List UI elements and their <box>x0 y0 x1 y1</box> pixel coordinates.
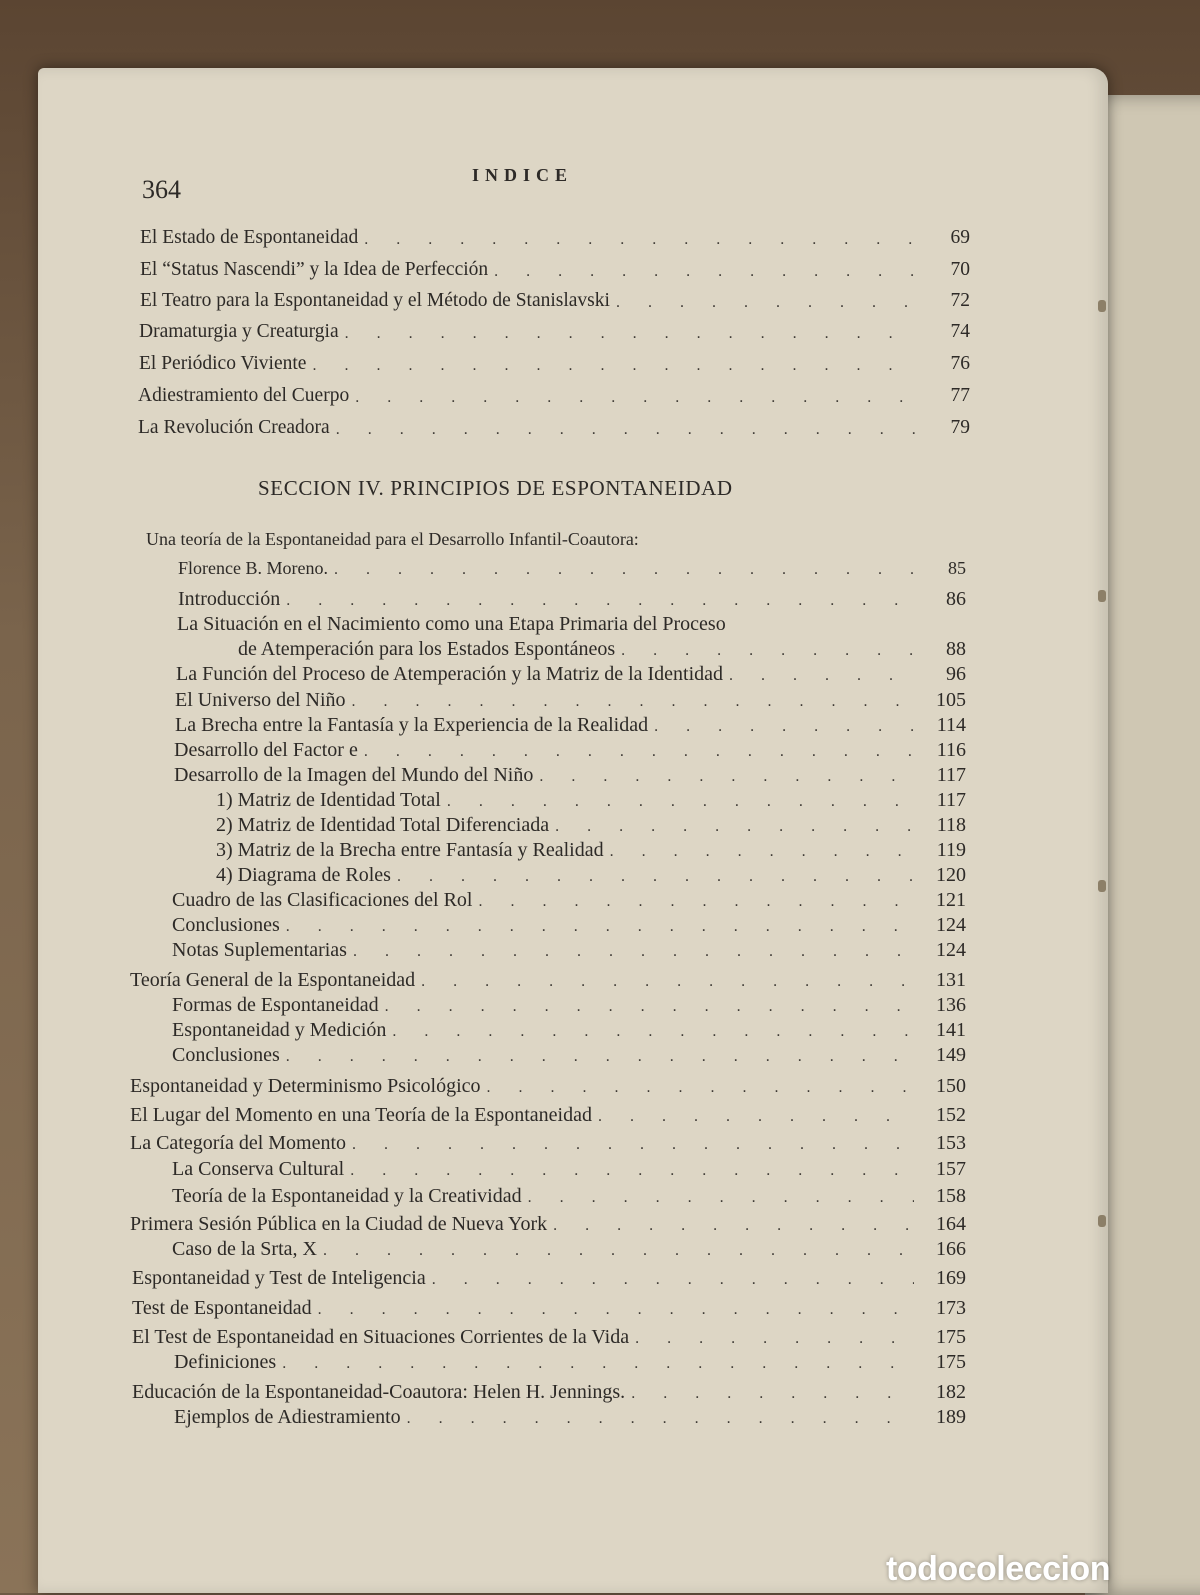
toc-title: El Teatro para la Espontaneidad y el Método de Stanislavski <box>140 290 610 311</box>
toc-page: 70 <box>950 259 970 280</box>
toc-page: 119 <box>936 839 966 861</box>
toc-page: 175 <box>936 1351 966 1373</box>
toc-entry <box>172 993 966 1017</box>
leader-dots <box>478 892 914 912</box>
toc-title: Una teoría de la Espontaneidad para el Desarrollo Infantil-Coautora: <box>146 529 639 549</box>
toc-title: Educación de la Espontaneidad-Coautora: Helen H. Jennings. <box>132 1381 626 1403</box>
toc-entry <box>130 1103 966 1127</box>
toc-entry <box>146 527 966 551</box>
toc-entry <box>172 1237 966 1261</box>
leader-dots <box>282 1354 914 1374</box>
leader-dots <box>407 1409 914 1429</box>
toc-title: Teoría de la Espontaneidad y la Creatividad <box>172 1185 522 1207</box>
toc-entry <box>132 1325 966 1349</box>
toc-title: La Conserva Cultural <box>172 1158 345 1180</box>
toc-entry <box>172 1157 966 1181</box>
toc-entry <box>130 1131 966 1155</box>
toc-entry <box>216 863 966 887</box>
toc-page: 124 <box>936 914 966 936</box>
toc-title: Definiciones <box>174 1351 277 1373</box>
toc-entry <box>177 612 966 636</box>
toc-entry <box>174 738 966 762</box>
toc-entry <box>174 763 966 787</box>
toc-entry <box>172 888 966 912</box>
toc-page: 169 <box>936 1267 966 1289</box>
page-number: 364 <box>142 175 181 204</box>
toc-title: Conclusiones <box>172 914 280 936</box>
leader-dots <box>345 324 918 344</box>
toc-page: 74 <box>950 321 970 342</box>
leader-dots <box>364 230 918 250</box>
toc-page: 173 <box>936 1297 966 1319</box>
toc-title: La Revolución Creadora <box>138 417 330 438</box>
toc-title: La Brecha entre la Fantasía y la Experiencia de la Realidad <box>175 714 649 736</box>
toc-page: 77 <box>950 385 970 406</box>
leader-dots <box>528 1188 914 1208</box>
toc-entry <box>216 788 966 812</box>
leader-dots <box>353 942 914 962</box>
toc-entry <box>174 1405 966 1429</box>
toc-title: La Situación en el Nacimiento como una Etapa Primaria del Proceso <box>177 613 726 635</box>
toc-title: 3) Matriz de la Brecha entre Fantasía y Realidad <box>216 839 604 861</box>
toc-title: Dramaturgia y Creaturgia <box>139 321 339 342</box>
toc-title: Adiestramiento del Cuerpo <box>138 385 350 406</box>
toc-entry <box>172 1184 966 1208</box>
toc-title: Test de Espontaneidad <box>132 1297 312 1319</box>
leader-dots <box>421 972 914 992</box>
toc-page: 72 <box>950 290 970 311</box>
toc-entry <box>139 352 970 376</box>
toc-page: 121 <box>936 889 966 911</box>
toc-entry <box>172 938 966 962</box>
toc-page: 120 <box>936 864 966 886</box>
toc-title: Cuadro de las Clasificaciones del Rol <box>172 889 473 911</box>
leader-dots <box>286 917 914 937</box>
leader-dots <box>494 262 918 282</box>
leader-dots <box>312 356 918 376</box>
toc-page: 96 <box>946 663 966 685</box>
toc-entry <box>176 662 966 686</box>
leader-dots <box>598 1107 914 1127</box>
toc-title: Desarrollo del Factor e <box>174 739 358 761</box>
toc-entry <box>139 320 970 344</box>
watermark-logo: todocoleccion <box>886 1550 1110 1588</box>
toc-page: 105 <box>936 689 966 711</box>
toc-title: Primera Sesión Pública en la Ciudad de Nueva York <box>130 1213 548 1235</box>
toc-title: El Estado de Espontaneidad <box>140 227 359 248</box>
toc-entry <box>130 968 966 992</box>
leader-dots <box>385 997 914 1017</box>
toc-entry <box>178 587 966 611</box>
leader-dots <box>553 1216 914 1236</box>
toc-page: 79 <box>950 417 970 438</box>
toc-title: 4) Diagrama de Roles <box>216 864 391 886</box>
toc-page: 117 <box>936 789 966 811</box>
toc-title: El “Status Nascendi” y la Idea de Perfección <box>140 259 489 280</box>
binding-stitch <box>1098 300 1106 312</box>
toc-page: 118 <box>936 814 966 836</box>
toc-entry <box>138 384 970 408</box>
toc-page: 149 <box>936 1044 966 1066</box>
toc-entry <box>132 1296 966 1320</box>
leader-dots <box>631 1384 914 1404</box>
toc-title: de Atemperación para los Estados Espontáneos <box>238 638 616 660</box>
toc-title: Espontaneidad y Medición <box>172 1019 387 1041</box>
toc-title: Caso de la Srta, X <box>172 1238 317 1260</box>
leader-dots <box>352 1135 914 1155</box>
binding-stitch <box>1098 880 1106 892</box>
leader-dots <box>355 388 918 408</box>
toc-title: El Lugar del Momento en una Teoría de la Espontaneidad <box>130 1104 592 1126</box>
toc-page: 86 <box>946 588 966 610</box>
toc-page: 88 <box>946 638 966 660</box>
toc-entry <box>178 556 966 580</box>
toc-title: Espontaneidad y Determinismo Psicológico <box>130 1075 481 1097</box>
toc-title: Formas de Espontaneidad <box>172 994 379 1016</box>
running-head: INDICE <box>472 165 574 185</box>
toc-page: 166 <box>936 1238 966 1260</box>
toc-title: Teoría General de la Espontaneidad <box>130 969 416 991</box>
leader-dots <box>286 1047 914 1067</box>
leader-dots <box>487 1078 915 1098</box>
toc-page: 69 <box>950 227 970 248</box>
toc-page: 116 <box>936 739 966 761</box>
toc-title: Conclusiones <box>172 1044 280 1066</box>
toc-page: 152 <box>936 1104 966 1126</box>
leader-dots <box>729 666 914 686</box>
toc-entry <box>132 1380 966 1404</box>
toc-title: La Función del Proceso de Atemperación y la Matriz de la Identidad <box>176 663 724 685</box>
toc-page: 114 <box>936 714 966 736</box>
toc-page: 141 <box>936 1019 966 1041</box>
binding-stitch <box>1098 1215 1106 1227</box>
toc-page: 158 <box>936 1185 966 1207</box>
toc-entry <box>140 258 970 282</box>
toc-entry <box>175 688 966 712</box>
leader-dots <box>616 293 918 313</box>
toc-title: Introducción <box>178 588 281 610</box>
toc-title: El Universo del Niño <box>175 689 346 711</box>
toc-entry <box>172 1018 966 1042</box>
toc-title: 2) Matriz de Identidad Total Diferenciada <box>216 814 550 836</box>
toc-entry <box>138 416 970 440</box>
toc-entry <box>216 813 966 837</box>
toc-title: Florence B. Moreno. <box>178 558 328 578</box>
leader-dots <box>654 717 914 737</box>
toc-title: Ejemplos de Adiestramiento <box>174 1406 401 1428</box>
toc-title: 1) Matriz de Identidad Total <box>216 789 441 811</box>
toc-title: El Test de Espontaneidad en Situaciones Corrientes de la Vida <box>132 1326 630 1348</box>
leader-dots <box>334 560 914 580</box>
leader-dots <box>350 1161 914 1181</box>
toc-page: 117 <box>936 764 966 786</box>
toc-page: 136 <box>936 994 966 1016</box>
leader-dots <box>610 842 914 862</box>
toc-page: 124 <box>936 939 966 961</box>
toc-title: La Categoría del Momento <box>130 1132 347 1154</box>
toc-page: 131 <box>936 969 966 991</box>
toc-entry <box>172 913 966 937</box>
toc-title: Notas Suplementarias <box>172 939 347 961</box>
toc-entry <box>140 226 970 250</box>
toc-page: 182 <box>936 1381 966 1403</box>
leader-dots <box>352 692 914 712</box>
toc-entry <box>238 637 966 661</box>
toc-entry <box>130 1074 966 1098</box>
leader-dots <box>318 1300 914 1320</box>
toc-title: Desarrollo de la Imagen del Mundo del Niño <box>174 764 534 786</box>
leader-dots <box>286 591 914 611</box>
toc-page: 175 <box>936 1326 966 1348</box>
toc-entry <box>175 713 966 737</box>
leader-dots <box>447 792 914 812</box>
leader-dots <box>397 867 914 887</box>
toc-entry <box>174 1350 966 1374</box>
leader-dots <box>621 641 914 661</box>
leader-dots <box>323 1241 914 1261</box>
toc-page: 157 <box>936 1158 966 1180</box>
leader-dots <box>635 1329 914 1349</box>
section-heading: SECCION IV. PRINCIPIOS DE ESPONTANEIDAD <box>258 476 733 500</box>
toc-entry <box>132 1266 966 1290</box>
toc-page: 76 <box>950 353 970 374</box>
toc-page: 189 <box>936 1406 966 1428</box>
leader-dots <box>336 420 918 440</box>
toc-entry <box>216 838 966 862</box>
toc-title: Espontaneidad y Test de Inteligencia <box>132 1267 426 1289</box>
toc-page: 153 <box>936 1132 966 1154</box>
leader-dots <box>539 767 914 787</box>
leader-dots <box>364 742 914 762</box>
toc-title: El Periódico Viviente <box>139 353 307 374</box>
leader-dots <box>432 1270 914 1290</box>
toc-entry <box>130 1212 966 1236</box>
binding-stitch <box>1098 590 1106 602</box>
toc-entry <box>140 289 970 313</box>
leader-dots <box>392 1022 914 1042</box>
toc-page: 85 <box>948 558 966 578</box>
leader-dots <box>555 817 914 837</box>
toc-page: 150 <box>936 1075 966 1097</box>
toc-page: 164 <box>936 1213 966 1235</box>
toc-entry <box>172 1043 966 1067</box>
